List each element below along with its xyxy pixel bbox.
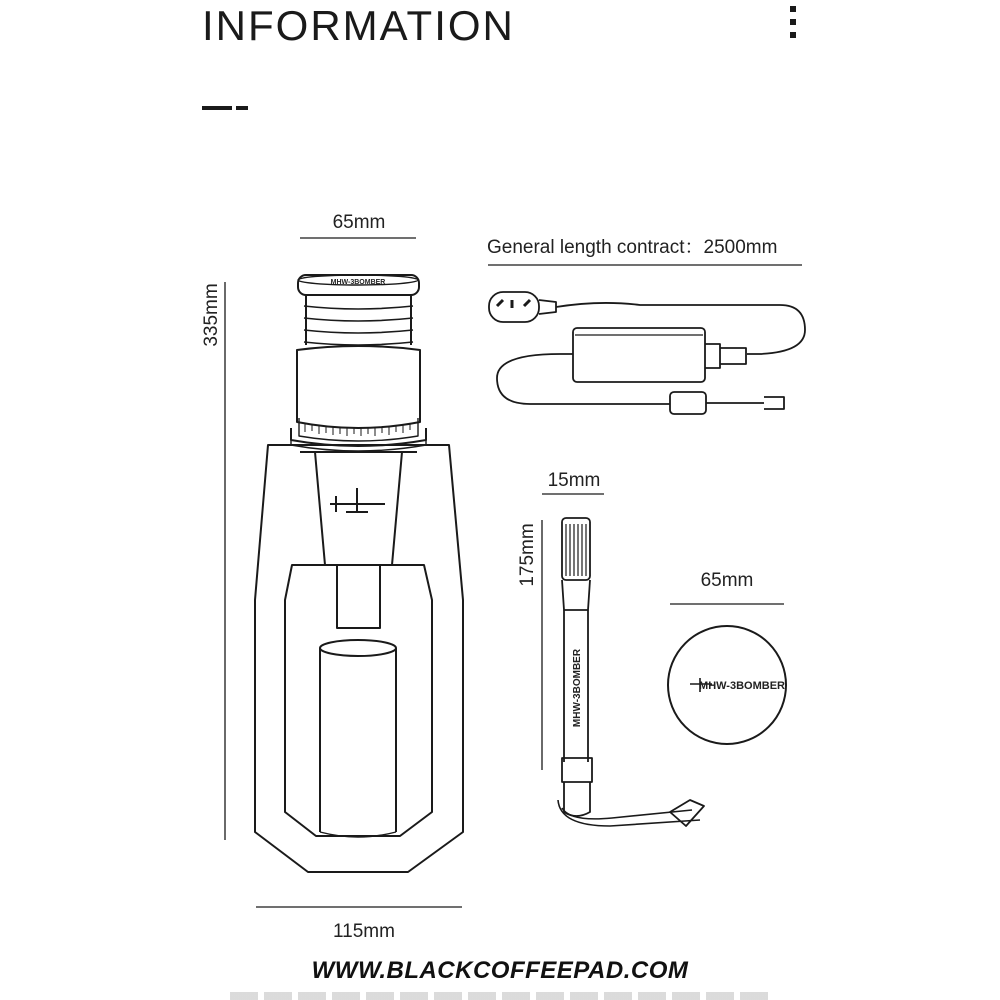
grinder-height-label: 335mm (201, 283, 222, 347)
grinder-top-width-label: 65mm (332, 212, 386, 233)
brush-width-label: 15mm (547, 470, 601, 491)
footer-cropped-text (230, 992, 770, 1000)
website-footer[interactable]: WWW.BLACKCOFFEEPAD.COM (311, 957, 689, 984)
lid-diameter-label: 65mm (700, 570, 754, 591)
power-adapter-drawing (489, 292, 805, 414)
page-title: INFORMATION (202, 2, 515, 49)
grinder-lid-logo: MHW-3BOMBER (330, 279, 386, 286)
brush-length-label: 175mm (517, 523, 538, 587)
lid-logo: MHW-3BOMBER (699, 680, 785, 692)
grinder-drawing (255, 275, 463, 872)
brush-logo: MHW-3BOMBER (572, 648, 583, 728)
cable-length-label: General length contract：2500mm (487, 237, 778, 258)
grinder-base-width-label: 115mm (333, 921, 395, 942)
